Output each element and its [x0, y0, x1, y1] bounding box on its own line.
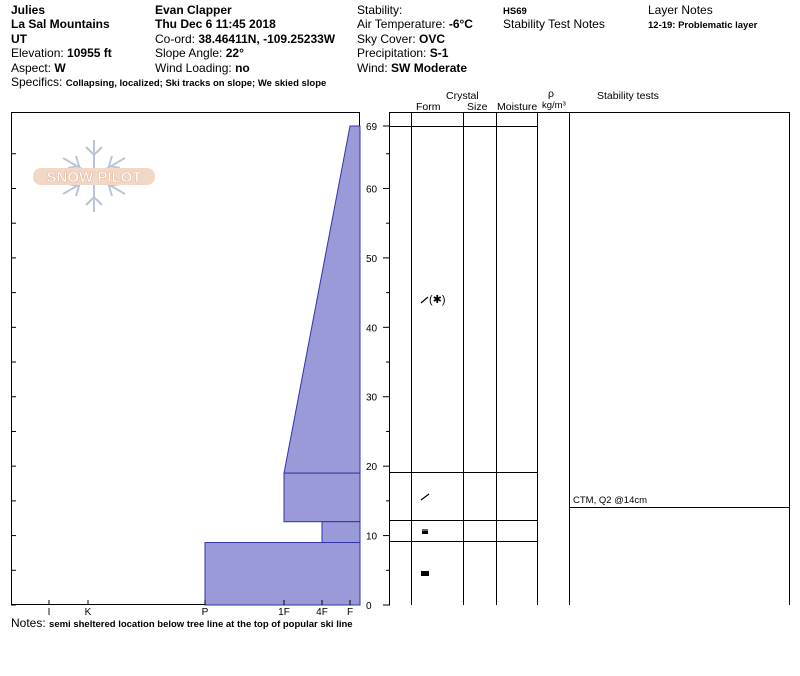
notes-value: semi sheltered location below tree line at the top of popular ski line	[49, 619, 353, 630]
profile-layer-1	[284, 126, 360, 473]
slope-label: Slope Angle:	[155, 46, 223, 60]
depth-tick-label: 50	[366, 253, 378, 265]
aspect-label: Aspect:	[11, 61, 52, 75]
stability-test-result: CTM, Q2 @14cm	[573, 495, 648, 506]
layer-notes-heading: Layer Notes	[648, 3, 713, 17]
coord-label: Co-ord:	[155, 32, 196, 46]
depth-tick-label: 30	[366, 392, 378, 404]
profile-layer-3	[322, 522, 360, 543]
notes	[11, 616, 353, 632]
depth-tick-label: 60	[366, 184, 378, 196]
layer-table	[389, 112, 790, 605]
coord-value: 38.46411N, -109.25233W	[198, 32, 336, 46]
hardness-tick-label: F	[346, 607, 354, 618]
wind-label: Wind:	[357, 61, 388, 75]
elevation-label: Elevation:	[11, 46, 64, 60]
grain-form-mixed	[422, 529, 428, 534]
hardness-tick-label: P	[201, 607, 209, 618]
depth-tick-label: 10	[366, 531, 378, 543]
specifics-value: Collapsing, localized; Ski tracks on slope; We skied slope	[65, 78, 327, 89]
snowpilot-logo	[33, 140, 155, 212]
date-time: Thu Dec 6 11:45 2018	[155, 17, 276, 31]
specifics-label: Specifics:	[11, 75, 63, 89]
density-symbol: ρ	[548, 88, 554, 100]
state: UT	[11, 32, 27, 46]
svg-text:(✱): (✱)	[429, 294, 446, 306]
elevation-value: 10955 ft	[67, 46, 112, 60]
site-name: Julies	[11, 3, 46, 17]
aspect-value: W	[54, 61, 66, 75]
profile-layer-4	[205, 543, 360, 605]
depth-tick-label: 0	[366, 601, 372, 612]
sky-value: OVC	[419, 32, 446, 46]
air-temp-value: -6°C	[448, 17, 473, 31]
hardness-tick-label: I	[47, 607, 51, 618]
air-temp-label: Air Temperature:	[357, 17, 446, 31]
stability-tests-header: Stability tests	[597, 90, 659, 102]
grain-form-faceted	[421, 571, 429, 576]
logo-text: SNOW PILOT	[46, 169, 142, 186]
wind-loading-label: Wind Loading:	[155, 61, 232, 75]
crystal-header: Crystal	[446, 90, 479, 102]
size-header: Size	[467, 101, 488, 113]
depth-tick-label: 69	[366, 122, 378, 133]
stability-test-notes-heading: Stability Test Notes	[503, 17, 605, 31]
observer: Evan Clapper	[155, 3, 232, 17]
profile-layer-2	[284, 473, 360, 522]
sky-label: Sky Cover:	[357, 32, 416, 46]
layer-note: 12-19: Problematic layer	[648, 20, 758, 31]
form-header: Form	[416, 101, 441, 113]
mountain-range: La Sal Mountains	[11, 17, 110, 31]
grain-form-decomposing	[421, 494, 429, 500]
depth-tick-label: 20	[366, 462, 378, 474]
wind-value: SW Moderate	[391, 61, 468, 75]
precip-value: S-1	[429, 46, 449, 60]
hardness-tick-label: 1F	[278, 607, 290, 618]
precip-label: Precipitation:	[357, 46, 427, 60]
snow-height: HS69	[503, 6, 527, 17]
moisture-header: Moisture	[497, 101, 538, 113]
slope-value: 22°	[225, 46, 244, 60]
grain-form-decomposing-precip	[421, 294, 446, 306]
density-unit: kg/m³	[542, 100, 566, 111]
depth-tick-label: 40	[366, 323, 378, 335]
notes-label: Notes:	[11, 616, 46, 630]
hardness-profile	[205, 126, 360, 605]
hardness-tick-label: K	[84, 607, 92, 618]
hardness-tick-label: 4F	[316, 607, 328, 618]
stability-label: Stability:	[357, 3, 403, 17]
depth-axis	[366, 122, 390, 612]
wind-loading-value: no	[235, 61, 250, 75]
